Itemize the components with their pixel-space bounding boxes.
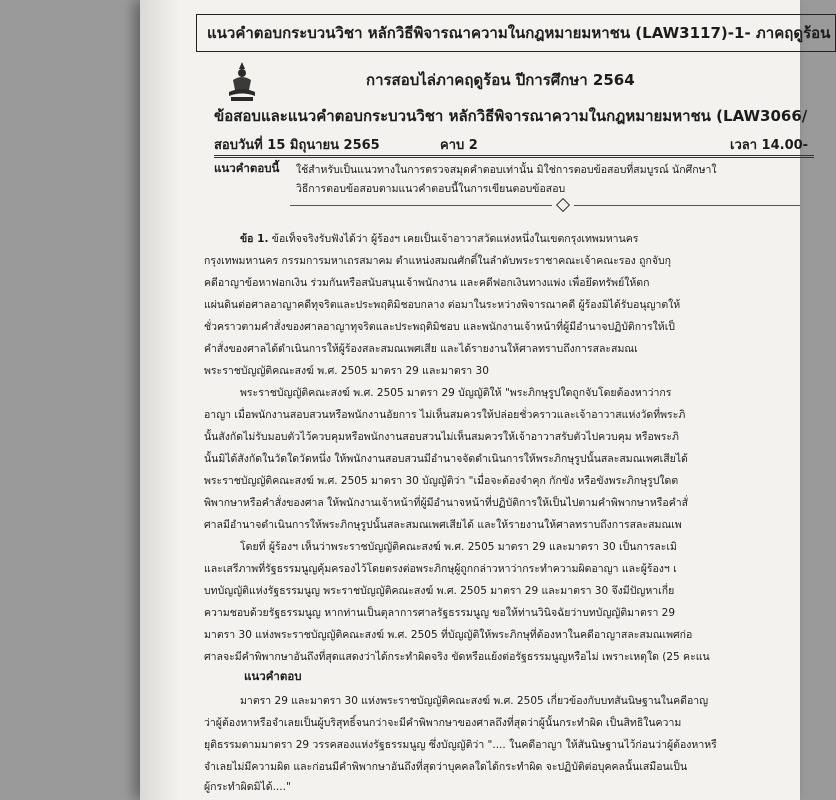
question-text: คดีอาญาข้อหาฟอกเงิน ร่วมกันหรือสนับสนุนเจ้าพนักงาน และคดีฟอกเงินทางแพ่ง เพื่อยึดทรัพย์ให้ตก xyxy=(204,277,650,289)
question-text: ข้อเท็จจริงรับฟังได้ว่า ผู้ร้องฯ เคยเป็นเจ้าอาวาสวัดแห่งหนึ่งในเขตกรุงเทพมหานคร xyxy=(271,233,639,245)
diamond-ornament-icon xyxy=(556,198,570,212)
guide-line: ใช้สำหรับเป็นแนวทางในการตรวจสมุดคำตอบเท่านั้น มิใช่การตอบข้อสอบที่สมบูรณ์ นักศึกษาใ xyxy=(296,164,717,176)
answer-text: ผู้กระทำผิดมิได้...." xyxy=(204,781,291,793)
question-text: โดยที่ ผู้ร้องฯ เห็นว่าพระราชบัญญัติคณะสงฆ์ พ.ศ. 2505 มาตรา 29 และมาตรา 30 เป็นการละเมิ xyxy=(240,541,677,553)
university-logo-icon xyxy=(224,60,260,104)
answer-text: จำเลยไม่มีความผิด และก่อนมีคำพิพากษาอันถึงที่สุดว่าบุคคลใดได้กระทำผิด จะปฏิบัติต่อบุคคลนั้นเสมือนเป็น xyxy=(204,761,688,773)
document-page xyxy=(140,0,831,800)
exam-date: สอบวันที่ 15 มิถุนายน 2565 xyxy=(214,138,380,153)
page-shadow xyxy=(140,0,180,800)
question-text: คำสั่งของศาลได้ดำเนินการให้ผู้ร้องสละสมณเพศเสีย และได้รายงานให้ศาลทราบถึงการสละสมณเ xyxy=(204,343,638,355)
question-text: ศาลจะมีคำพิพากษาอันถึงที่สุดแสดงว่าได้กระทำผิดจริง ขัดหรือแย้งต่อรัฐธรรมนูญหรือไม่ เพราะเหตุใด (25 คะแน xyxy=(204,651,710,663)
guide-line: วิธีการตอบข้อสอบตามแนวคำตอบนี้ในการเขียนตอบข้อสอบ xyxy=(296,183,566,195)
answer-text: มาตรา 29 และมาตรา 30 แห่งพระราชบัญญัติคณะสงฆ์ พ.ศ. 2505 เกี่ยวข้องกับบทสันนิษฐานในคดีอาญ xyxy=(240,695,709,707)
answer-text: ยุติธรรมตามมาตรา 29 วรรคสองแห่งรัฐธรรมนูญ ซึ่งบัญญัติว่า ".... ในคดีอาญา ให้สันนิษฐานไว้ก่อนว่าผู้ต้องหาหรื xyxy=(204,739,717,751)
subject-title: ข้อสอบและแนวคำตอบกระบวนวิชา หลักวิธีพิจารณาความในกฎหมายมหาชน (LAW3066/ xyxy=(214,107,808,125)
question-text: พิพากษาหรือคำสั่งของศาล ให้พนักงานเจ้าหน้าที่ผู้มีอำนาจหน้าที่ปฏิบัติการให้เป็นไปตามคำพิพากษาหรือคำสั่ xyxy=(204,497,689,509)
exam-time: เวลา 14.00- xyxy=(730,138,809,153)
question-text: นั้นมิได้สังกัดในวัดใดวัดหนึ่ง ให้พนักงานสอบสวนมีอำนาจจัดดำเนินการให้พระภิกษุรูปนั้นสละสมณเพศเสียได้ xyxy=(204,453,688,465)
exam-period: คาบ 2 xyxy=(440,138,478,153)
question-text: ความชอบด้วยรัฐธรรมนูญ หากท่านเป็นตุลาการศาลรัฐธรรมนูญ ขอให้ท่านวินิจฉัยว่าบทบัญญัติมาตรา 29 xyxy=(204,607,676,619)
question-text: ศาลมีอำนาจดำเนินการให้พระภิกษุรูปนั้นสละสมณเพศเสียได้ และให้รายงานให้ศาลทราบถึงการสละสมณเพ xyxy=(204,519,682,531)
question-text: อาญา เมื่อพนักงานสอบสวนหรือพนักงานอัยการ ไม่เห็นสมควรให้ปล่อยชั่วคราวและเจ้าอาวาสแห่งวัดที่พระภิ xyxy=(204,409,686,421)
ornament-line xyxy=(574,205,800,206)
question-text: ชั่วคราวตามคำสั่งของศาลอาญาทุจริตและประพฤติมิชอบ และพนักงานเจ้าหน้าที่ผู้มีอำนาจปฏิบัติการให้เป็ xyxy=(204,321,675,333)
question-text: นั้นสังกัดไม่รับมอบตัวไว้ควบคุมหรือพนักงานสอบสวนไม่เห็นสมควรให้เจ้าอาวาสรับตัวไปควบคุม หรือพระภิ xyxy=(204,431,679,443)
question-text: พระราชบัญญัติคณะสงฆ์ พ.ศ. 2505 มาตรา 29 และมาตรา 30 xyxy=(204,365,489,377)
ornament-line xyxy=(290,205,552,206)
question-text: และเสรีภาพที่รัฐธรรมนูญคุ้มครองไว้โดยตรงต่อพระภิกษุผู้ถูกกล่าวหาว่ากระทำความผิดอาญา และผู้ร้องฯ เ xyxy=(204,563,677,575)
guide-label: แนวคำตอบนี้ xyxy=(214,161,280,175)
question-text: บทบัญญัติแห่งรัฐธรรมนูญ พระราชบัญญัติคณะสงฆ์ พ.ศ. 2505 มาตรา 29 และมาตรา 30 จึงมีปัญหาเกี่ย xyxy=(204,585,675,597)
question-text: กรุงเทพมหานคร กรรมการมหาเถรสมาคม ตำแหน่งสมณศักดิ์ในลำดับพระราชาคณะเจ้าคณะรอง ถูกจับกุ xyxy=(204,255,672,267)
answer-text: ว่าผู้ต้องหาหรือจำเลยเป็นผู้บริสุทธิ์จนกว่าจะมีคำพิพากษาของศาลถึงที่สุดว่าผู้นั้นกระทำผิด เป็นสิทธิในความ xyxy=(204,717,682,729)
question-text: มาตรา 30 แห่งพระราชบัญญัติคณะสงฆ์ พ.ศ. 2505 ที่บัญญัติให้พระภิกษุที่ต้องหาในคดีอาญาสละสมณเพศก่อ xyxy=(204,629,693,641)
divider xyxy=(214,155,814,156)
divider xyxy=(214,157,814,158)
question-text: พระราชบัญญัติคณะสงฆ์ พ.ศ. 2505 มาตรา 30 บัญญัติว่า "เมื่อจะต้องจำคุก กักขัง หรือขังพระภิกษุรูปใดต xyxy=(204,475,679,487)
exam-title: การสอบไล่ภาคฤดูร้อน ปีการศึกษา 2564 xyxy=(366,71,635,89)
answer-heading: แนวคำตอบ xyxy=(244,669,302,683)
question-text: แผ่นดินต่อศาลอาญาคดีทุจริตและประพฤติมิชอบกลาง ต่อมาในระหว่างพิจารณาคดี ผู้ร้องมิได้รับอนุญาตให้ xyxy=(204,299,681,311)
running-header: แนวคำตอบกระบวนวิชา หลักวิธีพิจารณาความในกฎหมายมหาชน (LAW3117)-1- ภาคฤดูร้อน xyxy=(196,14,836,52)
question-number: ข้อ 1. xyxy=(240,233,269,245)
question-text: พระราชบัญญัติคณะสงฆ์ พ.ศ. 2505 มาตรา 29 บัญญัติให้ "พระภิกษุรูปใดถูกจับโดยต้องหาว่ากร xyxy=(240,387,672,399)
